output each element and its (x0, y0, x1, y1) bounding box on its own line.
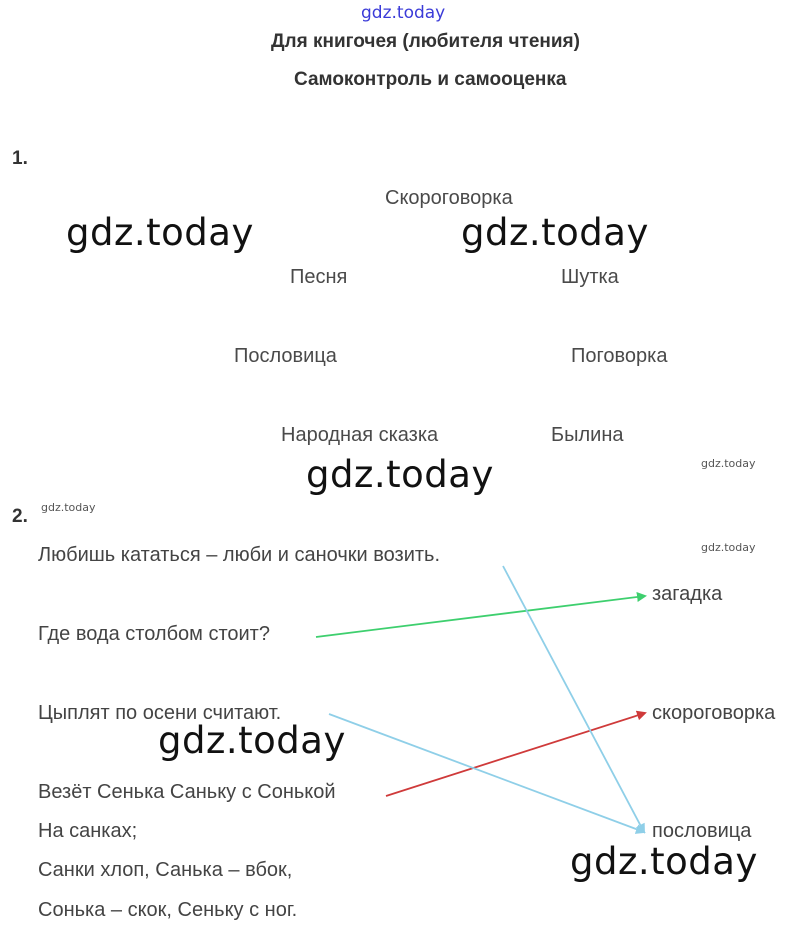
watermark-4: gdz.today (158, 719, 346, 762)
answer-skorogovorka: скороговорка (652, 702, 776, 724)
genre-poslovitsa: Пословица (234, 345, 337, 367)
tongue-twister-line-4: Сонька – скок, Сеньку с ног. (38, 899, 298, 921)
watermark-top: gdz.today (361, 3, 446, 23)
answer-poslovitsa: пословица (652, 820, 752, 842)
genre-shutka: Шутка (561, 266, 619, 288)
genre-narodnaya-skazka: Народная сказка (281, 424, 439, 446)
tongue-twister-line-2: На санках; (38, 820, 138, 842)
watermark-3: gdz.today (306, 453, 494, 496)
watermark-5: gdz.today (570, 840, 758, 883)
riddle-line: Где вода столбом стоит? (38, 623, 270, 645)
proverb-line-1: Любишь кататься – люби и саночки возить. (38, 544, 441, 566)
watermark-2: gdz.today (461, 211, 649, 254)
watermark-small-2: gdz.today (41, 501, 96, 514)
watermark-small-3: gdz.today (701, 541, 756, 554)
genre-bylina: Былина (551, 424, 624, 446)
watermark-small-1: gdz.today (701, 457, 756, 470)
genre-pesnya: Песня (290, 266, 348, 288)
watermark-1: gdz.today (66, 211, 254, 254)
proverb-line-2: Цыплят по осени считают. (38, 702, 282, 724)
task-1-number: 1. (12, 148, 28, 169)
page-title: Для книгочея (любителя чтения) (271, 31, 580, 52)
arrow-riddle-to-zagadka (316, 596, 645, 637)
task-2-number: 2. (12, 506, 28, 527)
genre-skorogovorka: Скороговорка (385, 187, 513, 209)
answer-zagadka: загадка (652, 583, 723, 605)
arrow-proverb-1-to-poslovitsa (503, 566, 644, 832)
arrow-proverb-2-to-poslovitsa (329, 714, 644, 832)
tongue-twister-line-1: Везёт Сенька Саньку с Сонькой (38, 781, 336, 803)
tongue-twister-line-3: Санки хлоп, Санька – вбок, (38, 859, 293, 881)
genre-pogovorka: Поговорка (571, 345, 668, 367)
page-subtitle: Самоконтроль и самооценка (294, 69, 567, 90)
